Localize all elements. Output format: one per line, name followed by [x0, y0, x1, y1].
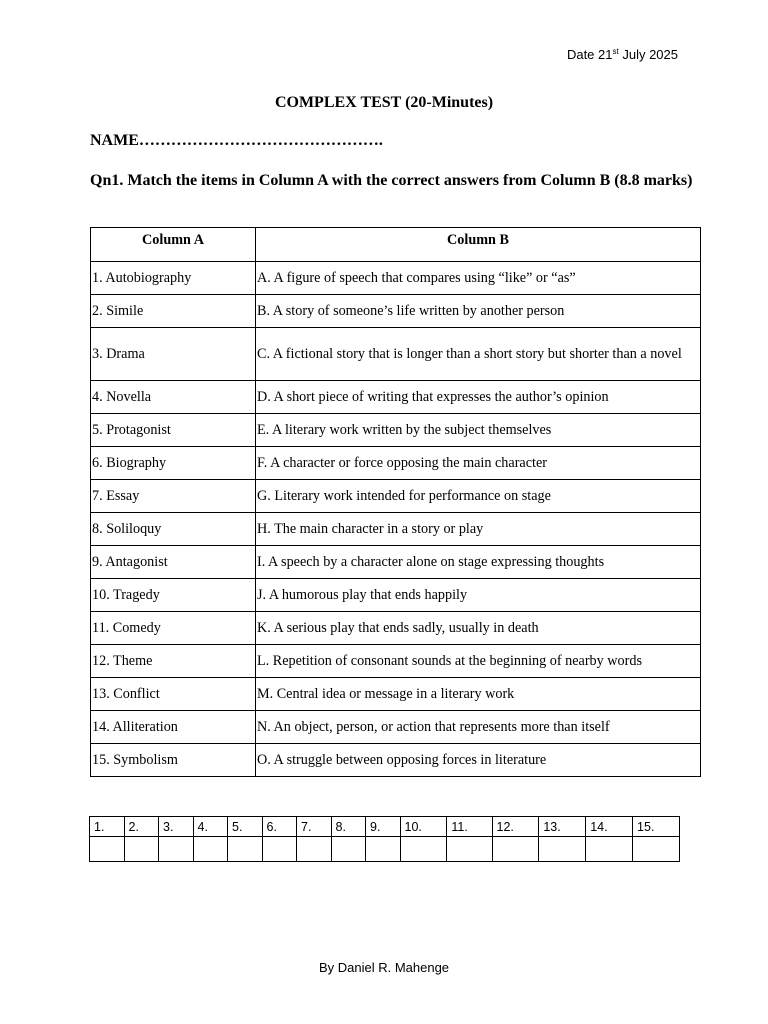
matching-table-row — [91, 513, 701, 546]
answer-grid-blank-cell — [90, 837, 125, 862]
column-a-item: 7. Essay — [91, 480, 256, 513]
answer-grid-label: 10. — [400, 817, 447, 837]
answer-grid-blank-cell — [331, 837, 366, 862]
column-b-item: D. A short piece of writing that expresses the author’s opinion — [256, 381, 701, 414]
matching-table-row — [91, 414, 701, 447]
matching-table-row — [91, 328, 701, 381]
matching-table-row — [91, 678, 701, 711]
answer-grid — [89, 816, 680, 862]
column-a-item: 2. Simile — [91, 295, 256, 328]
name-field-line: NAME………………………………………. — [90, 132, 383, 149]
column-b-item: N. An object, person, or action that represents more than itself — [256, 711, 701, 744]
answer-grid-label: 5. — [228, 817, 263, 837]
matching-table-row — [91, 645, 701, 678]
column-a-item: 11. Comedy — [91, 612, 256, 645]
matching-table-row — [91, 579, 701, 612]
column-a-item: 8. Soliloquy — [91, 513, 256, 546]
matching-table — [90, 227, 701, 777]
answer-grid-blank-cell — [633, 837, 680, 862]
matching-table-row — [91, 295, 701, 328]
date-suffix: July 2025 — [618, 47, 678, 62]
matching-table-header-row — [91, 228, 701, 262]
column-a-item: 15. Symbolism — [91, 744, 256, 777]
question-instruction: Qn1. Match the items in Column A with the correct answers from Column B (8.8 marks) — [90, 172, 693, 189]
column-a-item: 5. Protagonist — [91, 414, 256, 447]
column-b-item: F. A character or force opposing the main character — [256, 447, 701, 480]
answer-grid-blank-cell — [124, 837, 159, 862]
matching-table-row — [91, 262, 701, 295]
answer-grid-label: 7. — [297, 817, 332, 837]
answer-grid-blank-row — [90, 837, 680, 862]
answer-grid-label: 13. — [539, 817, 586, 837]
answer-grid-blank-cell — [400, 837, 447, 862]
answer-grid-label: 4. — [193, 817, 228, 837]
column-b-item: E. A literary work written by the subject themselves — [256, 414, 701, 447]
column-b-item: B. A story of someone’s life written by another person — [256, 295, 701, 328]
answer-grid-label: 12. — [492, 817, 539, 837]
answer-grid-label: 11. — [447, 817, 492, 837]
date-ordinal-suffix: st — [612, 47, 619, 56]
matching-table-row — [91, 480, 701, 513]
date-prefix: Date 21 — [566, 47, 613, 62]
answer-grid-blank-cell — [366, 837, 401, 862]
column-b-item: J. A humorous play that ends happily — [256, 579, 701, 612]
answer-grid-label: 1. — [90, 817, 125, 837]
answer-grid-label: 9. — [366, 817, 401, 837]
column-b-item: K. A serious play that ends sadly, usually in death — [256, 612, 701, 645]
column-b-item: M. Central idea or message in a literary work — [256, 678, 701, 711]
test-date — [480, 47, 678, 62]
answer-grid-label: 14. — [586, 817, 633, 837]
answer-grid-blank-cell — [539, 837, 586, 862]
answer-grid-label: 15. — [633, 817, 680, 837]
column-b-item: I. A speech by a character alone on stage expressing thoughts — [256, 546, 701, 579]
column-b-item: H. The main character in a story or play — [256, 513, 701, 546]
matching-table-row — [91, 447, 701, 480]
column-a-item: 1. Autobiography — [91, 262, 256, 295]
answer-grid-blank-cell — [228, 837, 263, 862]
column-a-item: 10. Tragedy — [91, 579, 256, 612]
matching-table-row — [91, 612, 701, 645]
answer-grid-label: 6. — [262, 817, 297, 837]
column-a-item: 13. Conflict — [91, 678, 256, 711]
column-a-item: 12. Theme — [91, 645, 256, 678]
author-footer: By Daniel R. Mahenge — [318, 960, 450, 975]
column-b-item: G. Literary work intended for performance on stage — [256, 480, 701, 513]
answer-grid-blank-cell — [297, 837, 332, 862]
column-a-header: Column A — [91, 228, 256, 262]
column-b-item: A. A figure of speech that compares using “like” or “as” — [256, 262, 701, 295]
answer-grid-blank-cell — [586, 837, 633, 862]
column-a-item: 6. Biography — [91, 447, 256, 480]
matching-table-row — [91, 381, 701, 414]
column-b-header: Column B — [256, 228, 701, 262]
matching-table-row — [91, 711, 701, 744]
answer-grid-blank-cell — [193, 837, 228, 862]
column-a-item: 14. Alliteration — [91, 711, 256, 744]
column-b-item: C. A fictional story that is longer than a short story but shorter than a novel — [256, 328, 701, 381]
answer-grid-blank-cell — [262, 837, 297, 862]
column-a-item: 4. Novella — [91, 381, 256, 414]
answer-grid-blank-cell — [492, 837, 539, 862]
answer-grid-label: 3. — [159, 817, 194, 837]
answer-grid-blank-cell — [159, 837, 194, 862]
column-b-item: O. A struggle between opposing forces in literature — [256, 744, 701, 777]
matching-table-row — [91, 744, 701, 777]
answer-grid-label: 8. — [331, 817, 366, 837]
column-b-item: L. Repetition of consonant sounds at the beginning of nearby words — [256, 645, 701, 678]
page-title: COMPLEX TEST (20-Minutes) — [274, 94, 494, 111]
matching-table-row — [91, 546, 701, 579]
column-a-item: 3. Drama — [91, 328, 256, 381]
column-a-item: 9. Antagonist — [91, 546, 256, 579]
answer-grid-label: 2. — [124, 817, 159, 837]
answer-grid-blank-cell — [447, 837, 492, 862]
answer-grid-label-row — [90, 817, 680, 837]
